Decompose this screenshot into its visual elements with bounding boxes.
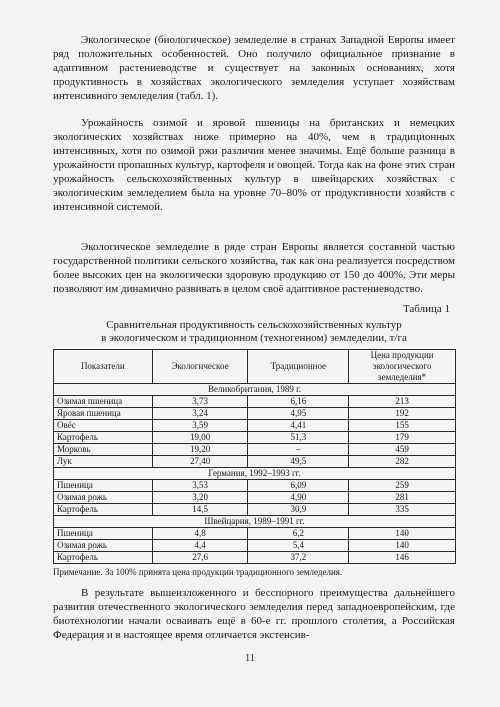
crop-name-cell: Озимая рожь xyxy=(54,540,153,552)
column-header: Цена продукции экологического земледелия* xyxy=(349,350,456,384)
value-cell: 51,3 xyxy=(248,432,349,444)
crop-name-cell: Лук xyxy=(54,456,153,468)
crop-name-cell: Картофель xyxy=(54,552,153,564)
value-cell: 4,4 xyxy=(152,540,248,552)
crop-name-cell: Озимая пшеница xyxy=(54,396,153,408)
value-cell: 27,6 xyxy=(152,552,248,564)
table-row xyxy=(54,528,456,540)
table-row xyxy=(54,492,456,504)
column-header: Показатели xyxy=(54,350,153,384)
value-cell: – xyxy=(248,444,349,456)
value-cell: 140 xyxy=(349,540,456,552)
section-title: Великобритания, 1989 г. xyxy=(54,384,456,396)
value-cell: 3,20 xyxy=(152,492,248,504)
crop-name-cell: Картофель xyxy=(54,504,153,516)
value-cell: 3,53 xyxy=(152,480,248,492)
value-cell: 4,95 xyxy=(248,408,349,420)
table-row xyxy=(54,420,456,432)
table-row xyxy=(54,504,456,516)
value-cell: 146 xyxy=(349,552,456,564)
value-cell: 282 xyxy=(349,456,456,468)
value-cell: 179 xyxy=(349,432,456,444)
crop-name-cell: Пшеница xyxy=(54,528,153,540)
page-number: 11 xyxy=(245,653,255,664)
value-cell: 3,73 xyxy=(152,396,248,408)
paragraph-4: В результате вышеизложенного и бесспорного преимущества дальнейшего развития отечественного экологического земледелия перед западноевропейским, где биотехнологии начали осваивать ещё в 60-е гг. прошлого столетия, а Российская Федерация и в настоящее время отличается экстенсив- xyxy=(53,587,455,641)
crop-name-cell: Картофель xyxy=(54,432,153,444)
crop-name-cell: Пшеница xyxy=(54,480,153,492)
table-row xyxy=(54,456,456,468)
value-cell: 281 xyxy=(349,492,456,504)
column-header: Экологическое xyxy=(152,350,248,384)
table-number: Таблица 1 xyxy=(402,303,450,315)
table-section-row xyxy=(54,516,456,528)
paragraph-1: Экологическое (биологическое) земледелие в странах Западной Европы имеет ряд положительных особенностей. Оно получило официальное признание в адаптивном растениеводстве и существует на законных основаниях, хотя продуктивность в хозяйствах экологического земледелия уступает хозяйствам интенсивного земледелия (табл. 1). xyxy=(53,34,455,102)
crop-name-cell: Овёс xyxy=(54,420,153,432)
value-cell: 30,9 xyxy=(248,504,349,516)
value-cell: 27,40 xyxy=(152,456,248,468)
value-cell: 335 xyxy=(349,504,456,516)
productivity-table xyxy=(53,349,456,564)
table-row xyxy=(54,552,456,564)
value-cell: 6,2 xyxy=(248,528,349,540)
value-cell: 19,20 xyxy=(152,444,248,456)
table-row xyxy=(54,432,456,444)
table-caption xyxy=(53,319,455,345)
table-row xyxy=(54,480,456,492)
value-cell: 5,4 xyxy=(248,540,349,552)
value-cell: 155 xyxy=(349,420,456,432)
section-title: Швейцария, 1989–1991 гг. xyxy=(54,516,456,528)
table-caption-line-1: Сравнительная продуктивность сельскохозяйственных культур xyxy=(106,319,402,331)
table-row xyxy=(54,444,456,456)
table-row xyxy=(54,408,456,420)
value-cell: 4,8 xyxy=(152,528,248,540)
table-row xyxy=(54,396,456,408)
value-cell: 37,2 xyxy=(248,552,349,564)
paragraph-3: Экологическое земледелие в ряде стран Европы является составной частью государственной политики сельского хозяйства, так как она реализуется посредством более высоких цен на экологически здоровую продукцию от 150 до 400%. Эти меры позволяют им динамично развивать в целом своё адаптивное растениеводство. xyxy=(53,241,455,295)
value-cell: 192 xyxy=(349,408,456,420)
paragraph-2: Урожайность озимой и яровой пшеницы на британских и немецких экологических хозяйствах ниже примерно на 40%, чем в традиционных интенсивных, хотя по озимой ржи различия менее значимы. Ещё больше разница в урожайности пропашных культур, картофеля и овощей. Тогда как на фоне этих стран урожайность сельскохозяйственных культур в швейцарских хозяйствах с экологическим земледелием была на уровне 70–80% от продуктивности хозяйств с интенсивной системой. xyxy=(53,117,455,213)
table-row xyxy=(54,540,456,552)
value-cell: 19,00 xyxy=(152,432,248,444)
value-cell: 3,59 xyxy=(152,420,248,432)
value-cell: 3,24 xyxy=(152,408,248,420)
table-section-row xyxy=(54,468,456,480)
value-cell: 14,5 xyxy=(152,504,248,516)
table-section-row xyxy=(54,384,456,396)
value-cell: 259 xyxy=(349,480,456,492)
value-cell: 4,90 xyxy=(248,492,349,504)
value-cell: 140 xyxy=(349,528,456,540)
crop-name-cell: Озимая рожь xyxy=(54,492,153,504)
value-cell: 4,41 xyxy=(248,420,349,432)
crop-name-cell: Яровая пшеница xyxy=(54,408,153,420)
table-caption-line-2: в экологическом и традиционном (техногенном) земледелии, т/га xyxy=(101,332,407,344)
value-cell: 6,16 xyxy=(248,396,349,408)
value-cell: 49,5 xyxy=(248,456,349,468)
crop-name-cell: Морковь xyxy=(54,444,153,456)
section-title: Германия, 1992–1993 гг. xyxy=(54,468,456,480)
value-cell: 6,09 xyxy=(248,480,349,492)
value-cell: 213 xyxy=(349,396,456,408)
table-note: Примечание. За 100% принята цена продукции традиционного земледелия. xyxy=(53,567,343,577)
column-header: Традиционное xyxy=(248,350,349,384)
table-header-row xyxy=(54,350,456,384)
value-cell: 459 xyxy=(349,444,456,456)
